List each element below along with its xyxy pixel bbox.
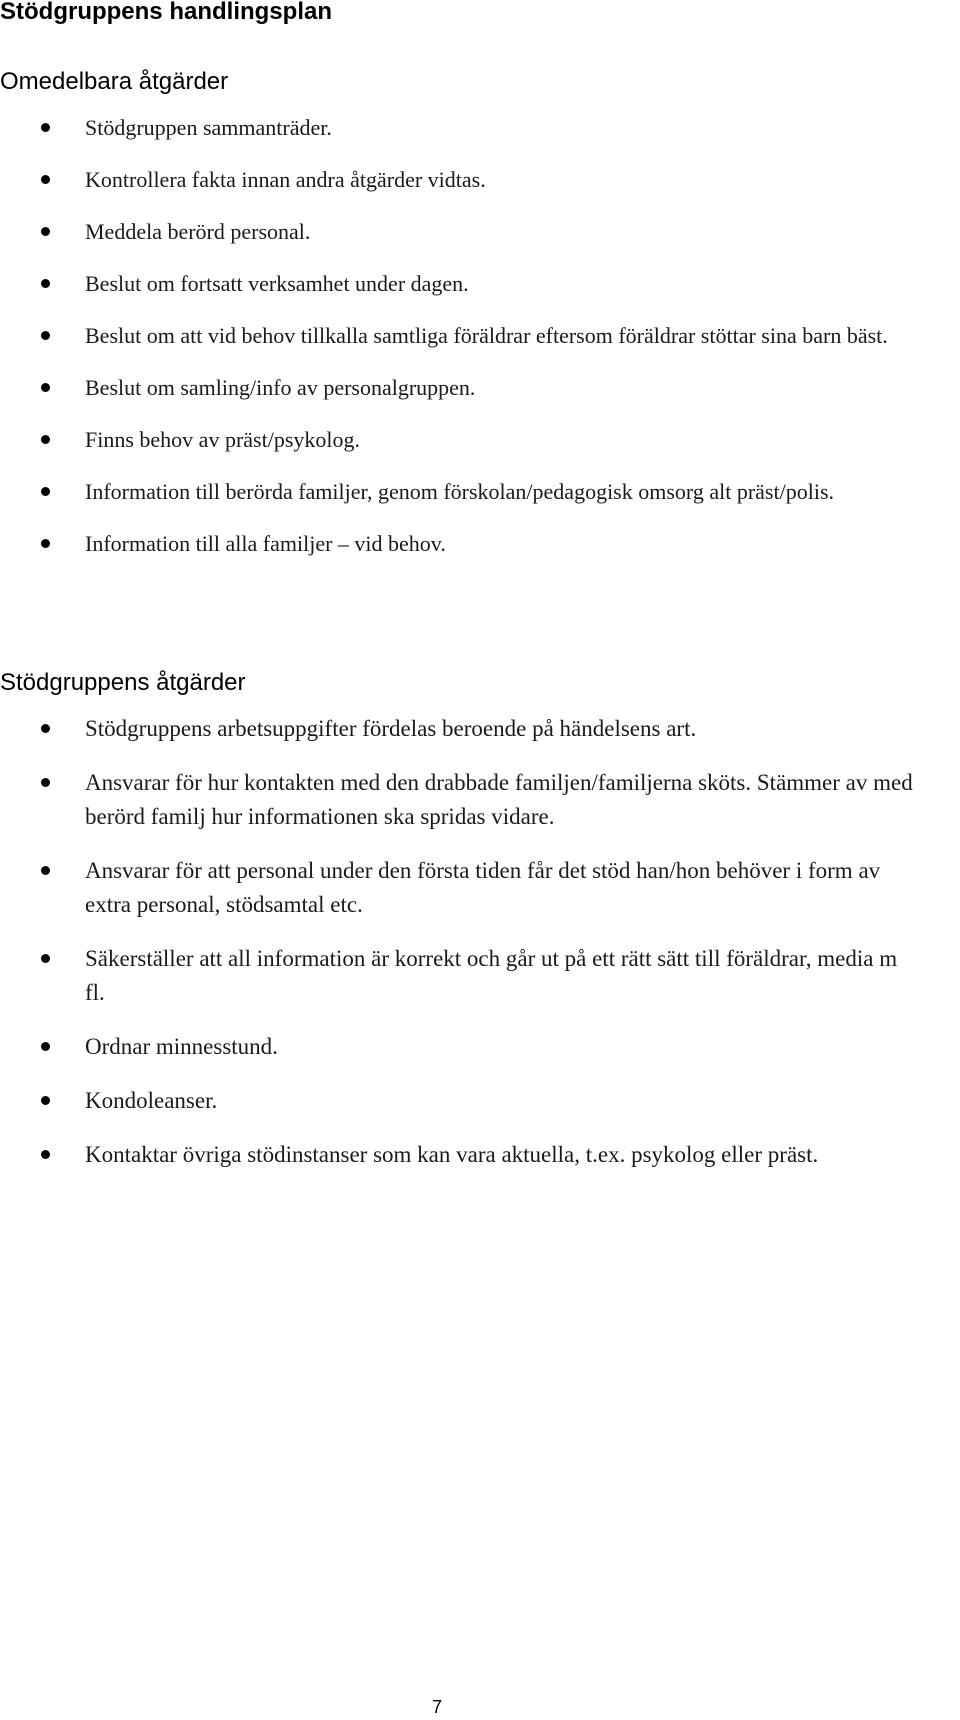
bullet-icon xyxy=(41,279,50,288)
bullet-icon xyxy=(41,175,50,184)
list-item-text: Beslut om fortsatt verksamhet under dagen. xyxy=(85,271,469,296)
bullet-icon xyxy=(41,954,50,963)
bullet-icon xyxy=(41,866,50,875)
list-item-text: Kondoleanser. xyxy=(85,1088,218,1113)
list-item xyxy=(0,1030,920,1064)
list-item xyxy=(0,942,920,1010)
bullet-icon xyxy=(41,435,50,444)
list-item-text: Kontrollera fakta innan andra åtgärder vidtas. xyxy=(85,167,486,192)
list-item xyxy=(0,267,920,300)
page-title: Stödgruppens handlingsplan xyxy=(0,0,332,25)
list-item xyxy=(0,1138,920,1172)
bullet-icon xyxy=(41,123,50,132)
bullet-icon xyxy=(41,1096,50,1105)
list-item-text: Stödgruppens arbetsuppgifter fördelas beroende på händelsens art. xyxy=(85,716,697,741)
list-item xyxy=(0,423,920,456)
list-item-text: Beslut om samling/info av personalgruppen. xyxy=(85,375,476,400)
list-item-text: Stödgruppen sammanträder. xyxy=(85,115,332,140)
list-item-text: Kontaktar övriga stödinstanser som kan vara aktuella, t.ex. psykolog eller präst. xyxy=(85,1142,819,1167)
list-item-text: Finns behov av präst/psykolog. xyxy=(85,427,360,452)
bullet-icon xyxy=(41,539,50,548)
section-heading-stodgruppens-atgarder: Stödgruppens åtgärder xyxy=(0,669,246,696)
bullet-icon xyxy=(41,487,50,496)
section-heading-omedelbara-atgarder: Omedelbara åtgärder xyxy=(0,68,229,95)
list-item-text: Beslut om att vid behov tillkalla samtliga föräldrar eftersom föräldrar stöttar sina barn bäst. xyxy=(85,323,888,348)
bullet-icon xyxy=(41,778,50,787)
list-item xyxy=(0,854,920,922)
page-number: 7 xyxy=(432,1697,443,1717)
list-item xyxy=(0,712,920,746)
list-item xyxy=(0,527,920,560)
list-item-text: Information till berörda familjer, genom förskolan/pedagogisk omsorg alt präst/polis. xyxy=(85,479,834,504)
list-item-text: Ordnar minnesstund. xyxy=(85,1034,278,1059)
support-group-actions-list xyxy=(0,712,920,1172)
list-item xyxy=(0,319,920,352)
list-item-text: Säkerställer att all information är korrekt och går ut på ett rätt sätt till föräldrar, media m fl. xyxy=(85,946,898,1005)
bullet-icon xyxy=(41,227,50,236)
list-item xyxy=(0,1084,920,1118)
bullet-icon xyxy=(41,724,50,733)
list-item xyxy=(0,111,920,144)
bullet-icon xyxy=(41,1042,50,1051)
bullet-icon xyxy=(41,331,50,340)
list-item-text: Ansvarar för att personal under den första tiden får det stöd han/hon behöver i form av extra personal, stödsamtal etc. xyxy=(85,858,881,917)
list-item xyxy=(0,215,920,248)
bullet-icon xyxy=(41,1150,50,1159)
bullet-icon xyxy=(41,383,50,392)
list-item xyxy=(0,371,920,404)
list-item xyxy=(0,766,920,834)
list-item xyxy=(0,475,920,508)
immediate-actions-list xyxy=(0,111,920,560)
list-item-text: Information till alla familjer – vid behov. xyxy=(85,531,446,556)
list-item-text: Ansvarar för hur kontakten med den drabbade familjen/familjerna sköts. Stämmer av med berörd familj hur informationen ska spridas vidare. xyxy=(85,770,913,829)
list-item xyxy=(0,163,920,196)
list-item-text: Meddela berörd personal. xyxy=(85,219,311,244)
